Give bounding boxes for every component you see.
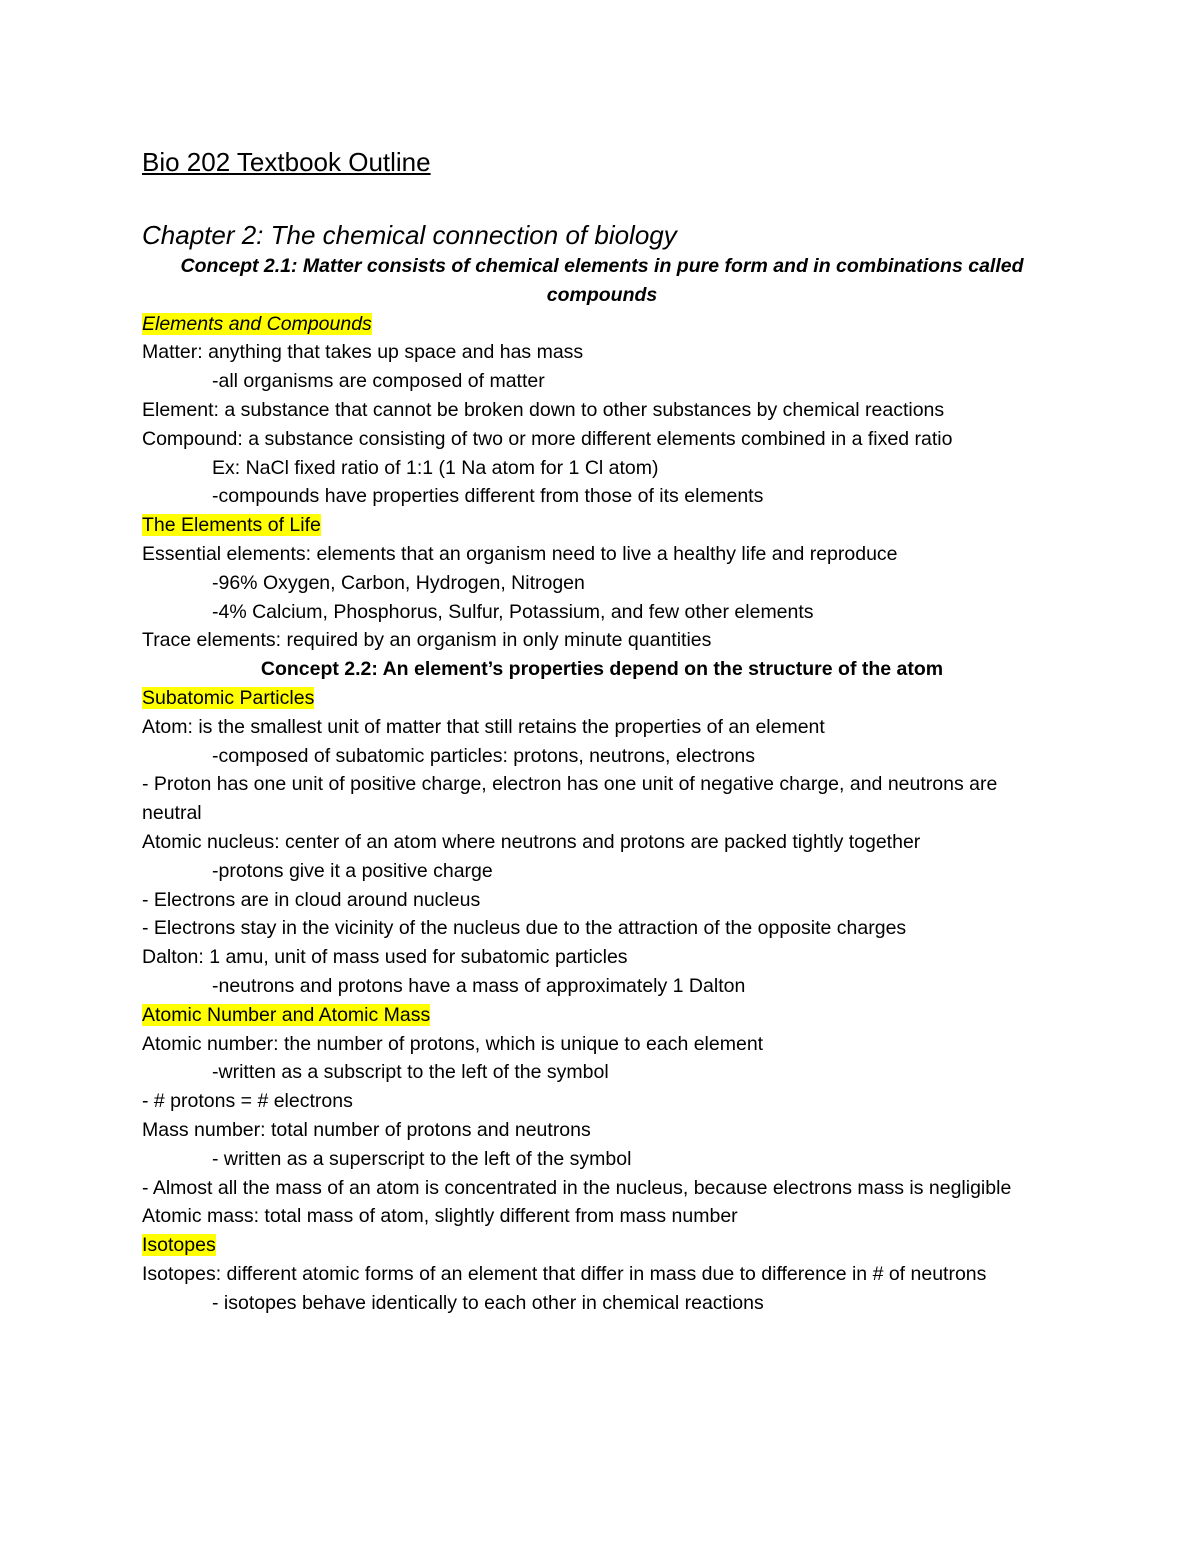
text-line: - Proton has one unit of positive charge, electron has one unit of negative charge, and neutrons are neutral [142,773,998,825]
section-heading: Elements and Compounds [142,312,372,335]
text-line: - written as a superscript to the left of the symbol [212,1147,632,1170]
text-line: Isotopes: different atomic forms of an element that differ in mass due to difference in # of neutrons [142,1262,987,1285]
text-line: Atomic number: the number of protons, which is unique to each element [142,1032,764,1055]
text-line: -written as a subscript to the left of the symbol [212,1061,609,1084]
text-line: -compounds have properties different from those of its elements [212,485,764,508]
text-line: - Electrons stay in the vicinity of the nucleus due to the attraction of the opposite charges [142,917,907,940]
document-body [142,144,1062,1317]
chapter-title: Chapter 2: The chemical connection of biology [142,220,677,250]
text-line: -neutrons and protons have a mass of approximately 1 Dalton [212,974,746,997]
text-line: Matter: anything that takes up space and has mass [142,341,584,364]
text-line: Dalton: 1 amu, unit of mass used for subatomic particles [142,946,628,969]
text-line: - # protons = # electrons [142,1090,353,1113]
section-heading: Atomic Number and Atomic Mass [142,1003,431,1026]
text-line: Compound: a substance consisting of two or more different elements combined in a fixed ratio [142,427,953,450]
concept-heading: Concept 2.2: An element’s properties depend on the structure of the atom [260,658,944,681]
text-line: Essential elements: elements that an organism need to live a healthy life and reproduce [142,542,898,565]
text-line: - Almost all the mass of an atom is concentrated in the nucleus, because electrons mass is negligible [142,1176,1012,1199]
text-line: -all organisms are composed of matter [212,370,545,393]
text-line: -composed of subatomic particles: protons, neutrons, electrons [212,744,756,767]
text-line: -protons give it a positive charge [212,859,493,882]
text-line: Ex: NaCl fixed ratio of 1:1 (1 Na atom for 1 Cl atom) [212,456,659,479]
text-line: Mass number: total number of protons and neutrons [142,1118,591,1141]
text-line: - Electrons are in cloud around nucleus [142,888,481,911]
text-line: Atom: is the smallest unit of matter that still retains the properties of an element [142,715,825,738]
section-heading: The Elements of Life [142,514,321,537]
text-line: -4% Calcium, Phosphorus, Sulfur, Potassium, and few other elements [212,600,814,623]
text-line: - isotopes behave identically to each other in chemical reactions [212,1291,764,1314]
concept-heading: Concept 2.1: Matter consists of chemical elements in pure form and in combinations called compounds [180,255,1024,306]
section-heading: Subatomic Particles [142,686,315,709]
text-line: -96% Oxygen, Carbon, Hydrogen, Nitrogen [212,571,585,594]
text-line: Atomic mass: total mass of atom, slightly different from mass number [142,1205,738,1228]
document-title: Bio 202 Textbook Outline [142,147,431,177]
text-line: Element: a substance that cannot be broken down to other substances by chemical reactions [142,398,945,421]
section-heading: Isotopes [142,1234,216,1257]
text-line: Atomic nucleus: center of an atom where neutrons and protons are packed tightly together [142,830,921,853]
text-line: Trace elements: required by an organism in only minute quantities [142,629,712,652]
